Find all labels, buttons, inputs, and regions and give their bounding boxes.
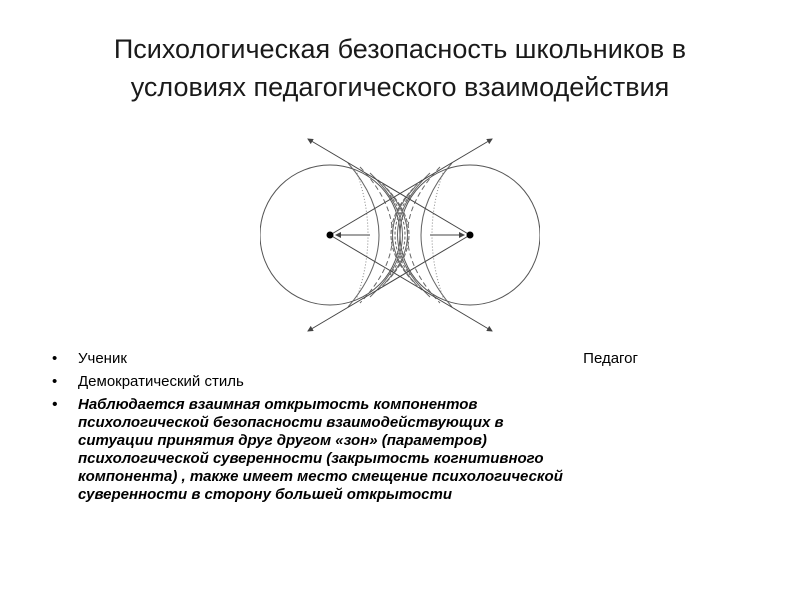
bullet-description <box>52 396 752 504</box>
teacher-node <box>467 232 474 239</box>
interaction-diagram-svg <box>260 135 540 335</box>
description-line-6: суверенности в сторону большей открытости <box>78 486 452 503</box>
teacher-label: Педагог <box>583 350 638 367</box>
bullet-roles <box>52 350 752 368</box>
slide-title-line-1: Психологическая безопасность школьников в <box>113 34 687 64</box>
description-line-1: • Наблюдается взаимная открытость компонентов <box>78 396 478 413</box>
student-label: • Ученик <box>78 350 127 367</box>
bullet-style: • Демократический стиль <box>52 373 752 391</box>
description-line-5: компонента) , также имеет место смещение психологической <box>78 468 563 485</box>
student-node <box>327 232 334 239</box>
description-line-2: психологической безопасности взаимодействующих в <box>78 414 504 431</box>
description-line-3: ситуации принятия друг другом «зон» (параметров) <box>78 432 487 449</box>
interaction-diagram <box>260 135 540 335</box>
circles <box>260 165 540 305</box>
slide-title <box>40 30 760 106</box>
description-line-4: психологической суверенности (закрытость когнитивного <box>78 450 544 467</box>
bullet-list <box>52 350 752 509</box>
slide-title-line-2: условиях педагогического взаимодействия <box>130 72 670 102</box>
